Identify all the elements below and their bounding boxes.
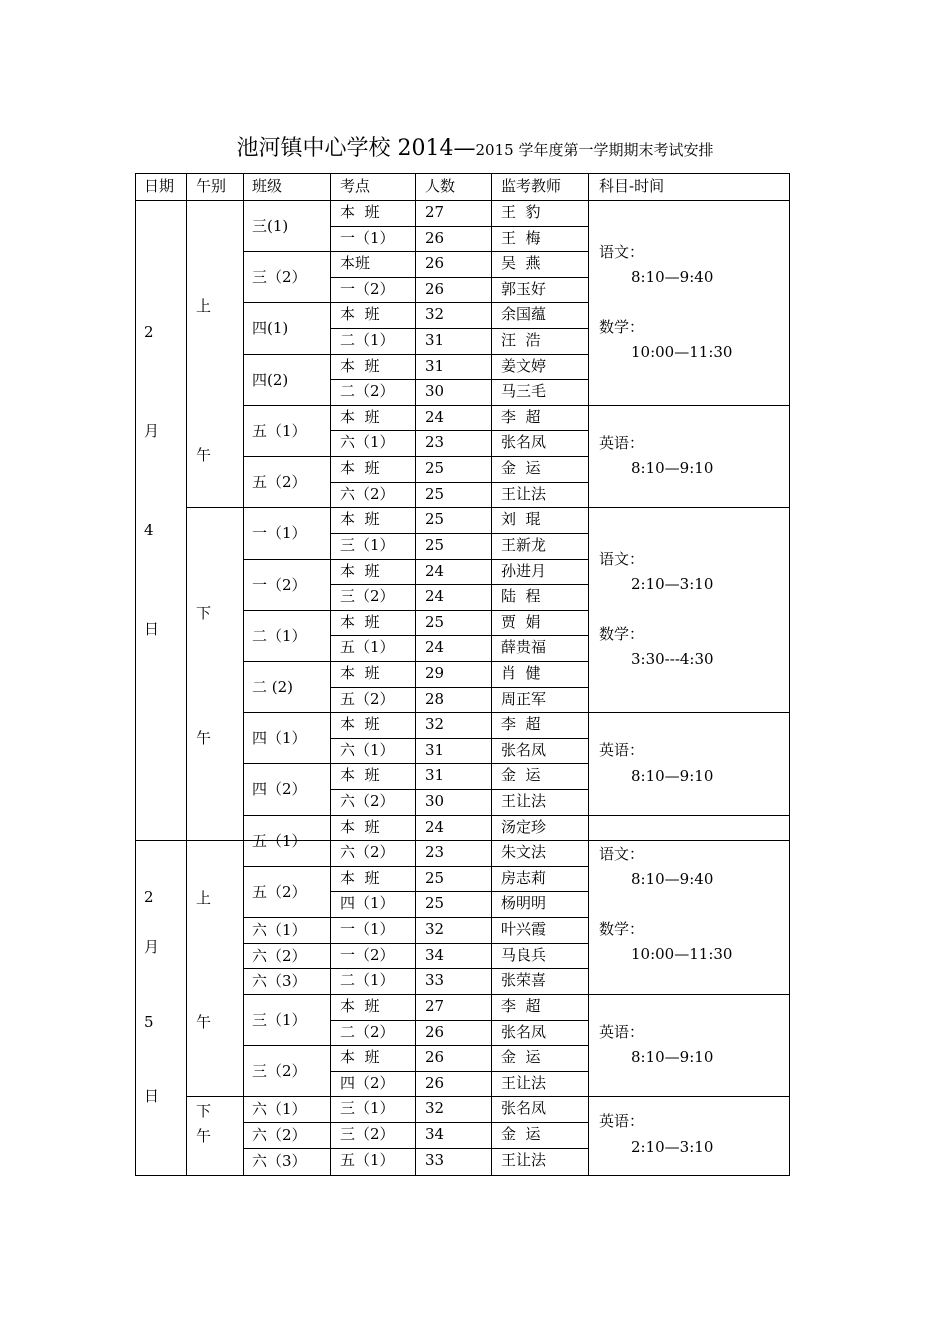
class-cell: 四（2） — [252, 780, 307, 798]
student-count-cell: 31 — [425, 357, 445, 375]
period-label: 上 — [196, 297, 212, 315]
header-cell: 班级 — [252, 177, 283, 195]
date-label: 4 — [144, 521, 154, 539]
exam-room-cell: 二（1） — [340, 971, 395, 989]
grid-row-line — [243, 302, 589, 303]
page-title — [0, 134, 950, 165]
subject-time-line: 8:10—9:40 — [631, 268, 714, 286]
grid-row-line — [243, 712, 790, 713]
exam-room-cell: 本 班 — [340, 664, 380, 682]
class-cell: 五（2） — [252, 883, 307, 901]
class-cell: 六（1） — [252, 921, 307, 939]
proctor-cell: 房志莉 — [501, 869, 547, 887]
exam-room-cell: 六（2） — [340, 843, 395, 861]
title-rest: 2015 学年度第一学期期末考试安排 — [475, 141, 714, 159]
grid-row-line — [330, 1020, 589, 1021]
exam-room-cell: 本 班 — [340, 613, 380, 631]
proctor-cell: 余国蕴 — [501, 305, 547, 323]
class-cell: 三(1) — [252, 217, 289, 235]
class-cell: 五（1） — [252, 832, 307, 850]
header-cell: 日期 — [144, 177, 175, 195]
subject-time-line: 8:10—9:10 — [631, 1048, 714, 1066]
proctor-cell: 朱文法 — [501, 843, 547, 861]
date-label: 2 — [144, 323, 154, 341]
grid-col-line — [243, 173, 244, 1176]
proctor-cell: 金 运 — [501, 1048, 541, 1066]
grid-row-line — [243, 815, 790, 816]
period-label: 下 — [196, 1102, 212, 1120]
grid-row-line — [186, 507, 790, 508]
student-count-cell: 24 — [425, 408, 445, 426]
grid-col-line — [491, 173, 492, 1176]
proctor-cell: 孙进月 — [501, 562, 547, 580]
exam-room-cell: 五（2） — [340, 690, 395, 708]
student-count-cell: 25 — [425, 536, 445, 554]
class-cell: 三（1） — [252, 1011, 307, 1029]
class-cell: 一（2） — [252, 576, 307, 594]
subject-time-line: 2:10—3:10 — [631, 575, 714, 593]
grid-row-line — [330, 1071, 589, 1072]
student-count-cell: 25 — [425, 485, 445, 503]
proctor-cell: 李 超 — [501, 715, 541, 733]
proctor-cell: 王 梅 — [501, 229, 541, 247]
student-count-cell: 31 — [425, 766, 445, 784]
exam-room-cell: 本班 — [340, 254, 371, 272]
grid-row-line — [243, 866, 589, 867]
student-count-cell: 30 — [425, 792, 445, 810]
exam-room-cell: 六（2） — [340, 792, 395, 810]
class-cell: 五（1） — [252, 422, 307, 440]
class-cell: 六（3） — [252, 972, 307, 990]
class-cell: 四（1） — [252, 729, 307, 747]
grid-row-line — [243, 1148, 589, 1149]
grid-row-line — [330, 482, 589, 483]
student-count-cell: 24 — [425, 638, 445, 656]
grid-row-line — [330, 584, 589, 585]
exam-room-cell: 二（2） — [340, 1023, 395, 1041]
grid-row-line — [243, 994, 790, 995]
grid-row-line — [330, 277, 589, 278]
proctor-cell: 李 超 — [501, 997, 541, 1015]
class-cell: 六（1） — [252, 1100, 307, 1118]
class-cell: 六（2） — [252, 1126, 307, 1144]
grid-row-line — [243, 559, 589, 560]
class-cell: 三（2） — [252, 1062, 307, 1080]
exam-room-cell: 一（1） — [340, 229, 395, 247]
student-count-cell: 25 — [425, 459, 445, 477]
proctor-cell: 张名凤 — [501, 1099, 547, 1117]
period-label: 午 — [196, 446, 212, 464]
class-cell: 四(2) — [252, 371, 289, 389]
proctor-cell: 薛贵福 — [501, 638, 547, 656]
grid-row-line — [135, 840, 790, 841]
exam-room-cell: 三（2） — [340, 587, 395, 605]
student-count-cell: 34 — [425, 1125, 445, 1143]
student-count-cell: 25 — [425, 894, 445, 912]
student-count-cell: 32 — [425, 715, 445, 733]
subject-time-line: 数学： — [599, 318, 645, 336]
exam-room-cell: 本 班 — [340, 408, 380, 426]
student-count-cell: 26 — [425, 229, 445, 247]
student-count-cell: 32 — [425, 920, 445, 938]
exam-room-cell: 本 班 — [340, 715, 380, 733]
date-label: 日 — [144, 1087, 160, 1105]
student-count-cell: 28 — [425, 690, 445, 708]
student-count-cell: 23 — [425, 843, 445, 861]
student-count-cell: 30 — [425, 382, 445, 400]
exam-room-cell: 五（1） — [340, 638, 395, 656]
proctor-cell: 马良兵 — [501, 946, 547, 964]
proctor-cell: 周正军 — [501, 690, 547, 708]
grid-row-line — [330, 738, 589, 739]
exam-schedule-table — [135, 173, 790, 1176]
exam-room-cell: 五（1） — [340, 1151, 395, 1169]
proctor-cell: 汤定珍 — [501, 818, 547, 836]
header-cell: 考点 — [340, 177, 371, 195]
date-label: 日 — [144, 620, 160, 638]
student-count-cell: 33 — [425, 971, 445, 989]
class-cell: 一（1） — [252, 524, 307, 542]
proctor-cell: 汪 浩 — [501, 331, 541, 349]
exam-room-cell: 六（1） — [340, 433, 395, 451]
student-count-cell: 24 — [425, 587, 445, 605]
grid-row-line — [243, 917, 589, 918]
grid-row-line — [243, 610, 589, 611]
subject-time-line: 英语： — [599, 1112, 645, 1130]
period-label: 午 — [196, 1013, 212, 1031]
subject-time-line: 语文： — [599, 845, 645, 863]
grid-row-line — [135, 173, 790, 174]
student-count-cell: 24 — [425, 818, 445, 836]
student-count-cell: 26 — [425, 254, 445, 272]
date-label: 5 — [144, 1013, 154, 1031]
proctor-cell: 王让法 — [501, 1074, 547, 1092]
exam-room-cell: 本 班 — [340, 459, 380, 477]
student-count-cell: 23 — [425, 433, 445, 451]
subject-time-line: 英语： — [599, 1023, 645, 1041]
subject-time-line: 数学： — [599, 920, 645, 938]
exam-room-cell: 四（1） — [340, 894, 395, 912]
exam-room-cell: 本 班 — [340, 305, 380, 323]
grid-row-line — [243, 968, 589, 969]
grid-col-line — [330, 173, 331, 1176]
student-count-cell: 25 — [425, 869, 445, 887]
period-label: 下 — [196, 604, 212, 622]
subject-time-line: 10:00—11:30 — [631, 945, 733, 963]
grid-row-line — [330, 891, 589, 892]
proctor-cell: 姜文婷 — [501, 357, 547, 375]
proctor-cell: 王让法 — [501, 485, 547, 503]
grid-row-line — [330, 379, 589, 380]
grid-row-line — [330, 533, 589, 534]
exam-room-cell: 一（2） — [340, 946, 395, 964]
proctor-cell: 王让法 — [501, 1151, 547, 1169]
proctor-cell: 王新龙 — [501, 536, 547, 554]
student-count-cell: 26 — [425, 1048, 445, 1066]
exam-room-cell: 六（2） — [340, 485, 395, 503]
proctor-cell: 张名凤 — [501, 741, 547, 759]
exam-room-cell: 本 班 — [340, 869, 380, 887]
exam-room-cell: 本 班 — [340, 766, 380, 784]
proctor-cell: 叶兴霞 — [501, 920, 547, 938]
exam-room-cell: 二（2） — [340, 382, 395, 400]
class-cell: 二 (2) — [252, 678, 294, 696]
grid-row-line — [186, 1096, 790, 1097]
class-cell: 六（3） — [252, 1152, 307, 1170]
student-count-cell: 31 — [425, 331, 445, 349]
grid-row-line — [243, 1045, 589, 1046]
header-cell: 人数 — [425, 177, 456, 195]
exam-room-cell: 本 班 — [340, 997, 380, 1015]
proctor-cell: 李 超 — [501, 408, 541, 426]
date-label: 2 — [144, 888, 154, 906]
header-cell: 午别 — [196, 177, 227, 195]
grid-row-line — [243, 661, 589, 662]
grid-row-line — [330, 635, 589, 636]
student-count-cell: 26 — [425, 1023, 445, 1041]
grid-col-line — [415, 173, 416, 1176]
exam-room-cell: 三（1） — [340, 1099, 395, 1117]
exam-room-cell: 本 班 — [340, 1048, 380, 1066]
proctor-cell: 张名凤 — [501, 433, 547, 451]
subject-time-line: 数学： — [599, 625, 645, 643]
class-cell: 五（2） — [252, 473, 307, 491]
student-count-cell: 27 — [425, 203, 445, 221]
date-label: 月 — [144, 422, 160, 440]
grid-row-line — [330, 687, 589, 688]
grid-col-line — [588, 173, 589, 1176]
period-label: 午 — [196, 1127, 212, 1145]
exam-room-cell: 本 班 — [340, 818, 380, 836]
period-label: 上 — [196, 889, 212, 907]
grid-row-line — [330, 226, 589, 227]
subject-time-line: 英语： — [599, 741, 645, 759]
exam-room-cell: 本 班 — [340, 562, 380, 580]
subject-time-line: 语文： — [599, 550, 645, 568]
grid-col-line — [186, 173, 187, 1176]
exam-room-cell: 本 班 — [340, 510, 380, 528]
proctor-cell: 陆 程 — [501, 587, 541, 605]
grid-row-line — [243, 354, 589, 355]
subject-time-line: 2:10—3:10 — [631, 1138, 714, 1156]
student-count-cell: 34 — [425, 946, 445, 964]
period-label: 午 — [196, 729, 212, 747]
student-count-cell: 26 — [425, 280, 445, 298]
proctor-cell: 金 运 — [501, 459, 541, 477]
grid-row-line — [243, 456, 589, 457]
proctor-cell: 马三毛 — [501, 382, 547, 400]
proctor-cell: 吴 燕 — [501, 254, 541, 272]
student-count-cell: 32 — [425, 1099, 445, 1117]
student-count-cell: 29 — [425, 664, 445, 682]
grid-row-line — [243, 943, 589, 944]
exam-room-cell: 三（1） — [340, 536, 395, 554]
exam-room-cell: 三（2） — [340, 1125, 395, 1143]
header-cell: 科目-时间 — [599, 177, 665, 195]
grid-row-line — [330, 430, 589, 431]
proctor-cell: 金 运 — [501, 766, 541, 784]
subject-time-line: 语文： — [599, 243, 645, 261]
grid-row-line — [243, 405, 790, 406]
student-count-cell: 32 — [425, 305, 445, 323]
exam-room-cell: 一（2） — [340, 280, 395, 298]
proctor-cell: 张荣喜 — [501, 971, 547, 989]
proctor-cell: 郭玉好 — [501, 280, 547, 298]
exam-room-cell: 本 班 — [340, 203, 380, 221]
proctor-cell: 王 豹 — [501, 203, 541, 221]
exam-room-cell: 一（1） — [340, 920, 395, 938]
class-cell: 六（2） — [252, 947, 307, 965]
grid-row-line — [243, 251, 589, 252]
student-count-cell: 24 — [425, 562, 445, 580]
exam-room-cell: 本 班 — [340, 357, 380, 375]
proctor-cell: 贾 娟 — [501, 613, 541, 631]
date-label: 月 — [144, 938, 160, 956]
subject-time-line: 10:00—11:30 — [631, 343, 733, 361]
student-count-cell: 26 — [425, 1074, 445, 1092]
grid-col-line — [789, 173, 790, 1176]
student-count-cell: 25 — [425, 510, 445, 528]
title-main: 池河镇中心学校 2014— — [236, 136, 476, 161]
grid-col-line — [135, 173, 136, 1176]
student-count-cell: 31 — [425, 741, 445, 759]
subject-time-line: 8:10—9:40 — [631, 870, 714, 888]
proctor-cell: 肖 健 — [501, 664, 541, 682]
subject-time-line: 3:30---4:30 — [631, 650, 714, 668]
grid-row-line — [135, 200, 790, 201]
grid-row-line — [330, 328, 589, 329]
grid-row-line — [135, 1175, 790, 1176]
proctor-cell: 王让法 — [501, 792, 547, 810]
header-cell: 监考教师 — [501, 177, 562, 195]
proctor-cell: 金 运 — [501, 1125, 541, 1143]
grid-row-line — [243, 1122, 589, 1123]
student-count-cell: 27 — [425, 997, 445, 1015]
student-count-cell: 25 — [425, 613, 445, 631]
proctor-cell: 张名凤 — [501, 1023, 547, 1041]
exam-room-cell: 六（1） — [340, 741, 395, 759]
proctor-cell: 刘 琨 — [501, 510, 541, 528]
subject-time-line: 8:10—9:10 — [631, 459, 714, 477]
class-cell: 四(1) — [252, 319, 289, 337]
class-cell: 三（2） — [252, 268, 307, 286]
subject-time-line: 英语： — [599, 434, 645, 452]
subject-time-line: 8:10—9:10 — [631, 767, 714, 785]
exam-room-cell: 四（2） — [340, 1074, 395, 1092]
exam-room-cell: 二（1） — [340, 331, 395, 349]
grid-row-line — [243, 763, 589, 764]
student-count-cell: 33 — [425, 1151, 445, 1169]
class-cell: 二（1） — [252, 627, 307, 645]
grid-row-line — [330, 789, 589, 790]
proctor-cell: 杨明明 — [501, 894, 547, 912]
